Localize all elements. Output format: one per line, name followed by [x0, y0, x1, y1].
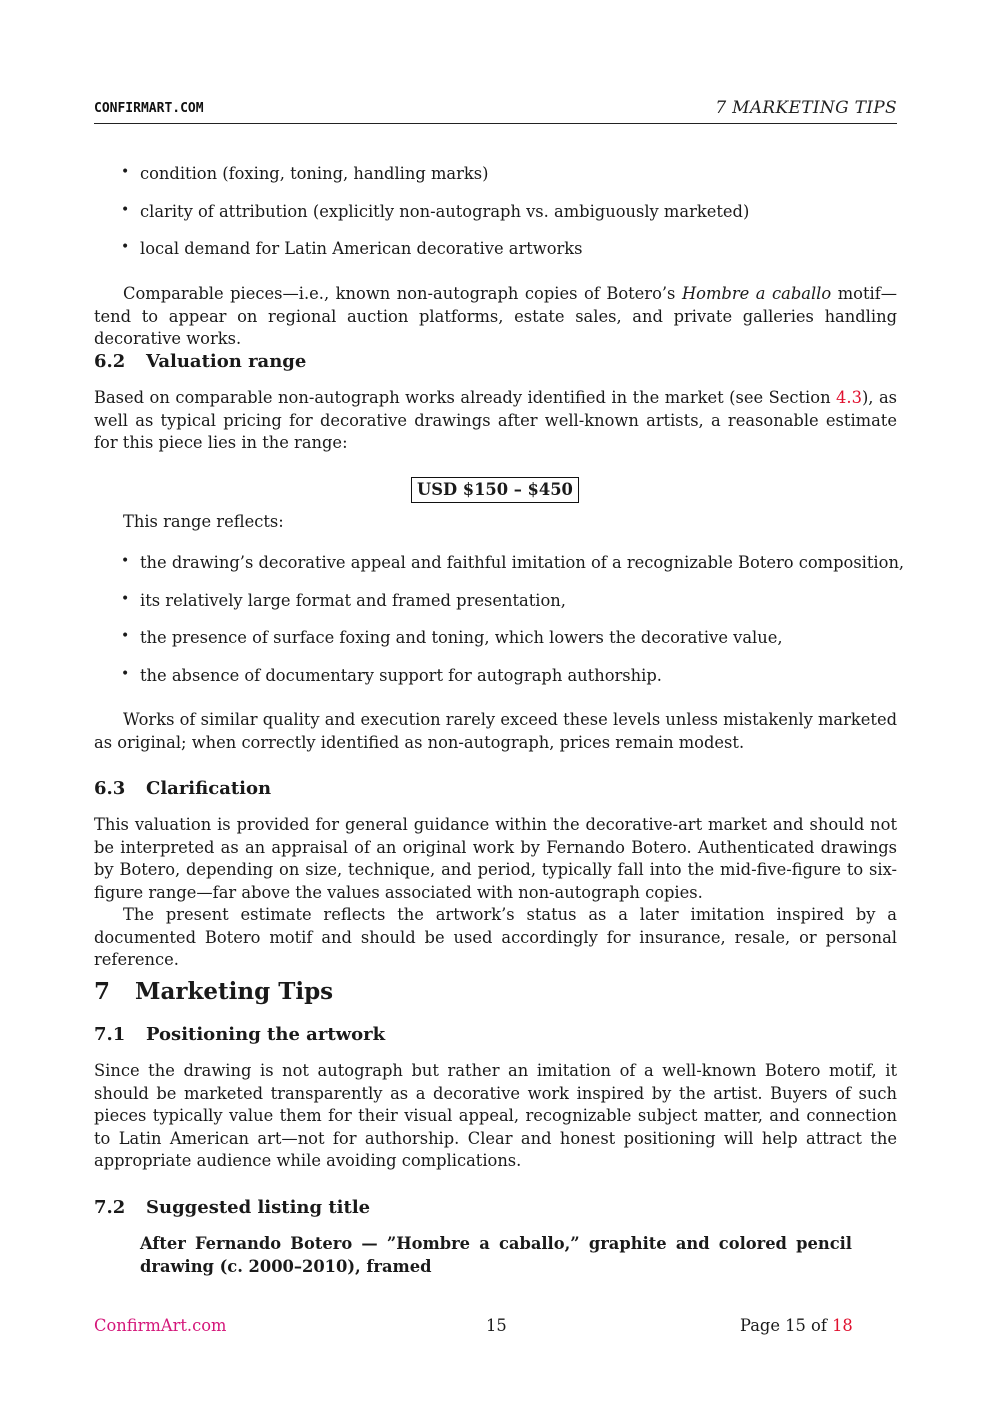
positioning-paragraph: Since the drawing is not autograph but rather an imitation of a well-known Botero motif, it should be marketed transparently as a decorative work inspired by the artist. Buyers of such pieces typically value them for their visual appeal, recognizable subject matter, and connection to Latin American art—not for authorship. Clear and honest positioning will help attract the appropriate audience while avoiding complications. — [94, 1061, 897, 1170]
section-heading-7-1 — [94, 1024, 385, 1045]
total-pages-link[interactable]: 18 — [832, 1316, 853, 1335]
section-number: 7.2 — [94, 1197, 126, 1218]
page-header — [94, 97, 897, 124]
footer-page-number: 15 — [486, 1316, 507, 1335]
section-reference-link[interactable]: 4.3 — [836, 388, 862, 407]
range-reflects-label: This range reflects: — [123, 512, 284, 531]
chapter-number: 7 — [94, 978, 111, 1005]
section-heading-6-3 — [94, 778, 271, 799]
suggested-listing-title: After Fernando Botero — ”Hombre a caballo,” graphite and colored pencil drawing (c. 2000–2010), framed — [140, 1234, 852, 1276]
list-item: • clarity of attribution (explicitly non-autograph vs. ambiguously marketed) — [140, 202, 749, 221]
valuation-closing-paragraph: Works of similar quality and execution rarely exceed these levels unless mistakenly marketed as original; when correctly identified as non-autograph, prices remain modest. — [94, 710, 897, 752]
paragraph-text: motif—tend to appear on regional auction platforms, estate sales, and private galleries handling decorative works. — [94, 284, 897, 348]
running-section-title: 7 MARKETING TIPS — [715, 98, 897, 118]
section-title: Valuation range — [146, 351, 307, 372]
valuation-range-box: USD $150 – $450 — [411, 477, 579, 503]
comparable-paragraph — [94, 283, 897, 351]
section-title: Clarification — [146, 778, 272, 799]
footer-site-link[interactable]: ConfirmArt.com — [94, 1316, 227, 1335]
section-title: Positioning the artwork — [146, 1024, 386, 1045]
list-item: • local demand for Latin American decorative artworks — [140, 239, 583, 258]
chapter-heading-7 — [94, 978, 333, 1005]
list-item: • its relatively large format and framed presentation, — [140, 591, 566, 610]
paragraph-text: Based on comparable non-autograph works already identified in the market (see Section — [94, 388, 837, 407]
chapter-title: Marketing Tips — [135, 978, 334, 1005]
footer-page-count — [740, 1316, 853, 1335]
section-number: 6.3 — [94, 778, 126, 799]
valuation-paragraph — [94, 387, 897, 455]
section-heading-6-2 — [94, 351, 306, 372]
section-number: 7.1 — [94, 1024, 126, 1045]
list-item: • the presence of surface foxing and toning, which lowers the decorative value, — [140, 628, 783, 647]
list-item: • the drawing’s decorative appeal and faithful imitation of a recognizable Botero composition, — [140, 553, 904, 572]
list-item: • condition (foxing, toning, handling marks) — [140, 164, 488, 183]
section-number: 6.2 — [94, 351, 126, 372]
artwork-title-italic: Hombre a caballo — [681, 284, 832, 303]
section-title: Suggested listing title — [146, 1197, 371, 1218]
section-heading-7-2 — [94, 1197, 370, 1218]
page-label: Page 15 of — [740, 1316, 833, 1335]
site-logo: CONFIRMART.COM — [94, 101, 204, 116]
clarification-paragraph-1: This valuation is provided for general guidance within the decorative-art market and should not be interpreted as an appraisal of an original work by Fernando Botero. Authenticated drawings by Botero, depending on size, technique, and period, typically fall into the mid-five-figure to six-figure range—far above the values associated with non-autograph copies. — [94, 815, 897, 902]
list-item: • the absence of documentary support for autograph authorship. — [140, 666, 662, 685]
clarification-paragraph-2: The present estimate reflects the artwork’s status as a later imitation inspired by a documented Botero motif and should be used accordingly for insurance, resale, or personal reference. — [94, 905, 897, 969]
paragraph-text: ), as well as typical pricing for decorative drawings after well-known artists, a reasonable estimate for this piece lies in the range: — [94, 388, 898, 452]
paragraph-text: Comparable pieces—i.e., known non-autograph copies of Botero’s — [123, 284, 682, 303]
